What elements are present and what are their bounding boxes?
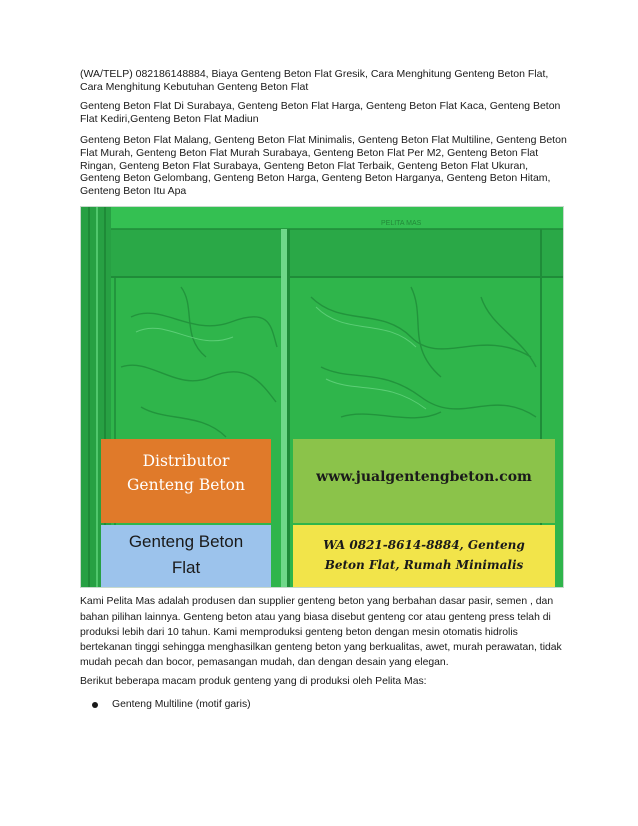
product-line-1: Genteng Beton bbox=[128, 532, 244, 552]
header-paragraph-3: Genteng Beton Flat Malang, Genteng Beton Flat Minimalis, Genteng Beton Flat Multiline, Genteng Beton Flat Murah, Genteng Beton Flat Murah Surabaya, Genteng Beton Flat Per M2, Genteng Beton Flat Ringan, Genteng Beton Flat Surabaya, Genteng Beton Flat Terbaik, Genteng Beton Flat Ukuran, Genteng Beton Gelombang, Genteng Beton Harga, Genteng Beton Harganya, Genteng Beton Hitam, Genteng Beton Itu Apa bbox=[80, 134, 567, 197]
list-item bbox=[80, 698, 568, 712]
company-description: Kami Pelita Mas adalah produsen dan supplier genteng beton yang berbahan dasar pasir, semen , dan bahan pilihan lainnya. Genteng beton atau yang biasa disebut genteng cor atau genteng press telah di produksi lebih dari 10 tahun. Kami memproduksi genteng beton dengan mesin otomatis hidrolis bertekanan tinggi sehingga menghasilkan genteng beton yang berkualitas, awet, murah perawatan, tidak mudah pecah dan bocor, pemasangan mudah, dan dengan desain yang elegan. bbox=[80, 596, 562, 669]
website-label: www.jualgentengbeton.com bbox=[316, 469, 532, 486]
product-list-intro: Berikut beberapa macam produk genteng yang di produksi oleh Pelita Mas: bbox=[80, 676, 427, 688]
distributor-line-2: Genteng Beton bbox=[127, 476, 245, 495]
product-label bbox=[101, 529, 271, 581]
distributor-label bbox=[101, 449, 271, 497]
whatsapp-line-2: Beton Flat, Rumah Minimalis bbox=[324, 558, 524, 573]
whatsapp-line-1: WA 0821-8614-8884, Genteng bbox=[323, 538, 525, 553]
document-page bbox=[80, 68, 568, 712]
header-paragraph-1: (WA/TELP) 082186148884, Biaya Genteng Beton Flat Gresik, Cara Menghitung Genteng Beton Flat, Cara Menghitung Kebutuhan Genteng Beton Flat bbox=[80, 68, 549, 93]
list-item-label: Genteng Multiline (motif garis) bbox=[112, 698, 251, 710]
header-paragraph-2: Genteng Beton Flat Di Surabaya, Genteng Beton Flat Harga, Genteng Beton Flat Kaca, Genteng Beton Flat Kediri,Genteng Beton Flat Madiun bbox=[80, 100, 561, 125]
product-photo bbox=[80, 206, 564, 588]
product-list bbox=[80, 698, 568, 712]
product-line-2: Flat bbox=[171, 558, 201, 578]
bullet-icon bbox=[92, 702, 98, 708]
distributor-line-1: Distributor bbox=[142, 452, 230, 471]
whatsapp-label bbox=[293, 535, 555, 575]
tile-watermark: PELITA MAS bbox=[381, 220, 422, 228]
